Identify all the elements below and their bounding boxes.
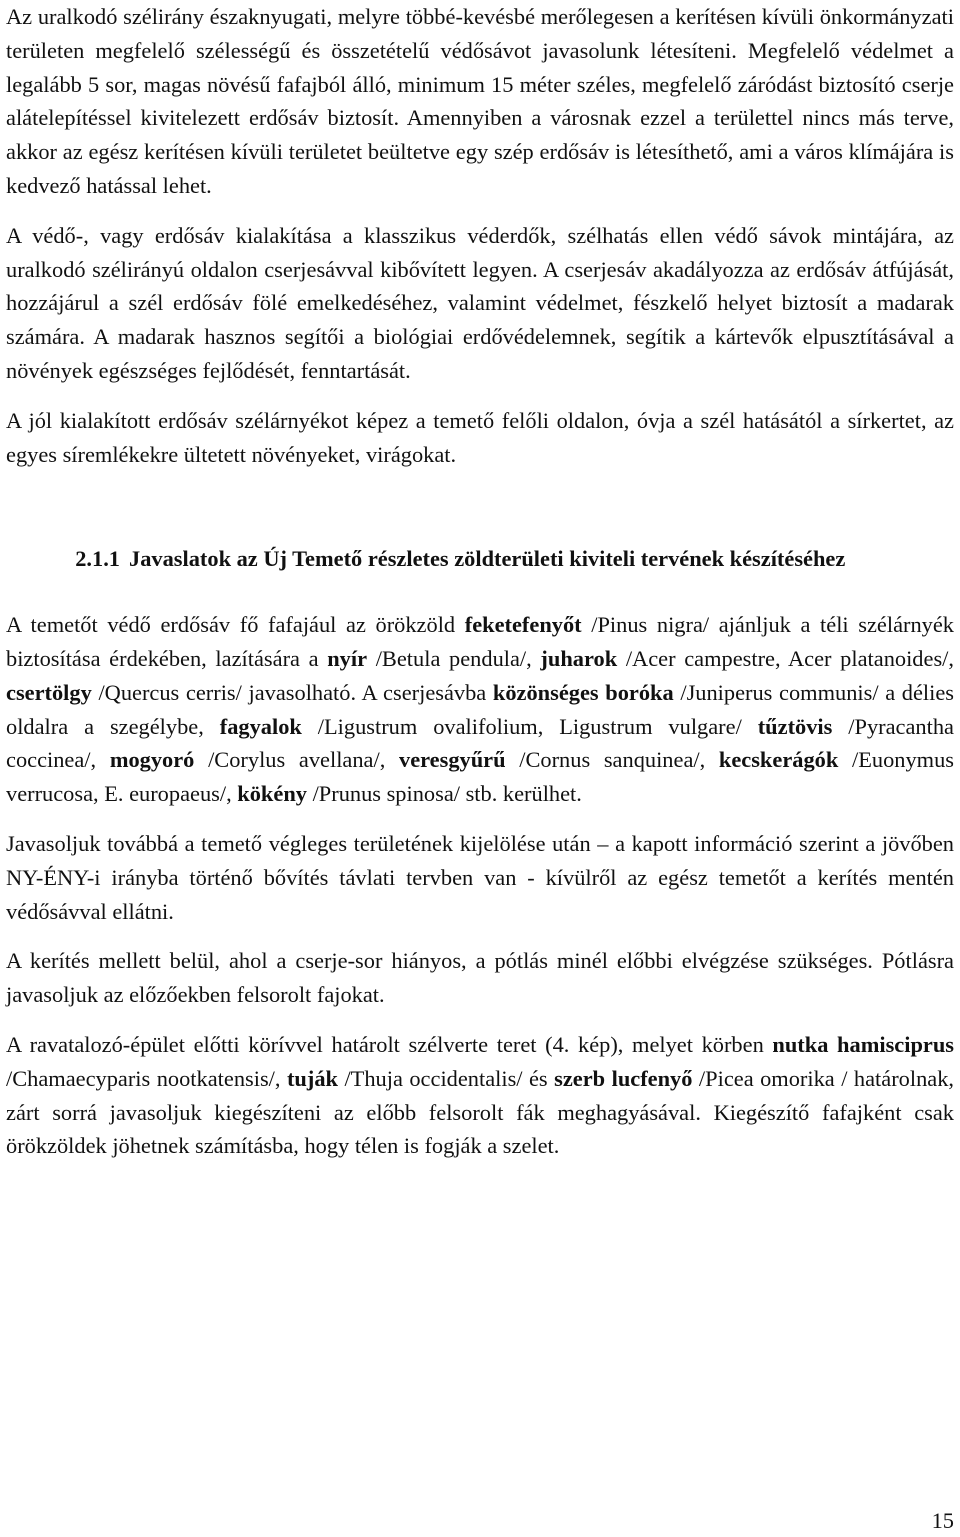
species-name: veresgyűrű [399, 747, 506, 773]
species-name: tuják [286, 1065, 338, 1091]
section-number: 2.1.1 [75, 546, 120, 572]
species-name: juharok [540, 645, 618, 671]
paragraph-extension: Javasoljuk továbbá a temető végleges területének kijelölése után – a kapott információ szerint a jövőben NY-ÉNY-i irányba történő bővítés távlati tervben van - kívülről az egész temetőt a kerítés mentén védősávval ellátni. [6, 830, 954, 924]
species-name: tűztövis [757, 713, 833, 739]
section-title: Javaslatok az Új Temető részletes zöldterületi kiviteli tervének készítéséhez [129, 546, 846, 572]
species-name: közönséges boróka [492, 679, 674, 705]
document-page [6, 0, 954, 1163]
species-name: fagyalok [219, 713, 302, 739]
paragraph-species-list: A temetőt védő erdősáv fő fafajául az örökzöld feketefenyőt /Pinus nigra/ ajánljuk a téli szélárnyék biztosítása érdekében, lazítására a nyír /Betula pendula/, juharok /Acer campestre, Acer platanoides/, csertölgy /Quercus cerris/ javasolható. A cserjesávba közönséges boróka /Juniperus communis/ a délies oldalra a szegélybe, fagyalok /Ligustrum ovalifolium, Ligustrum vulgare/ tűztövis /Pyracantha coccinea/, mogyoró /Corylus avellana/, veresgyűrű /Cornus sanquinea/, kecskerágók /Euonymus verrucosa, E. europaeus/, kökény /Prunus spinosa/ stb. kerülhet. [6, 612, 955, 807]
paragraph-shrub-belt: A védő-, vagy erdősáv kialakítása a klasszikus véderdők, szélhatás ellen védő sávok mintájára, az uralkodó szélirányú oldalon cserjesávval kibővített legyen. A cserjesáv akadályozza az erdősáv átfújását, hozzájárul a szél erdősáv fölé emelkedéséhez, valamint védelmet, fészkelő helyet biztosít a madarak számára. A madarak hasznos segítői a biológiai erdővédelemnek, segítik a kártevők elpusztításával a növények egészséges fejlődését, fenntartását. [6, 222, 954, 383]
species-name: szerb lucfenyő [554, 1065, 693, 1091]
species-name: kökény [237, 781, 307, 807]
paragraph-funeral-hall-square: A ravatalozó-épület előtti körívvel határolt szélverte teret (4. kép), melyet körben nutka hamisciprus /Chamaecyparis nootkatensis/, tuják /Thuja occidentalis/ és szerb lucfenyő /Picea omorika / határolnak, zárt sorrá javasoljuk kiegészíteni az előbb felsorolt fák meghagyásával. Kiegészítő fafajként csak örökzöldek jöhetnek számításba, hogy télen is fogják a szelet. [6, 1031, 954, 1159]
species-name: mogyoró [109, 747, 195, 773]
paragraph-wind-shadow: A jól kialakított erdősáv szélárnyékot képez a temető felőli oldalon, óvja a szél hatásától a sírkertet, az egyes síremlékekre ültetett növényeket, virágokat. [6, 407, 954, 467]
section-heading [6, 542, 954, 576]
species-name: kecskerágók [718, 747, 839, 773]
species-name: nutka hamisciprus [772, 1031, 954, 1057]
species-name: nyír [327, 645, 368, 671]
paragraph-windbreak-intro: Az uralkodó szélirány északnyugati, melyre többé-kevésbé merőlegesen a kerítésen kívüli önkormányzati területen megfelelő szélességű és összetételű védősávot javasolunk létesíteni. Megfelelő védelmet a legalább 5 sor, magas növésű fafajból álló, minimum 15 méter széles, megfelelő záródást biztosító cserje alátelepítéssel kivitelezett erdősáv biztosít. Amennyiben a városnak ezzel a területtel nincs más terve, akkor az egész kerítésen kívüli területet beültetve egy szép erdősáv is létesíthető, ami a város klímájára is kedvező hatással lehet. [6, 4, 954, 198]
species-name: feketefenyőt [464, 612, 582, 638]
page-number: 15 [931, 1508, 954, 1533]
species-name: csertölgy [6, 679, 92, 705]
paragraph-replacement: A kerítés mellett belül, ahol a cserje-sor hiányos, a pótlás minél előbbi elvégzése szükséges. Pótlásra javasoljuk az előzőekben felsorolt fajokat. [6, 948, 954, 1008]
